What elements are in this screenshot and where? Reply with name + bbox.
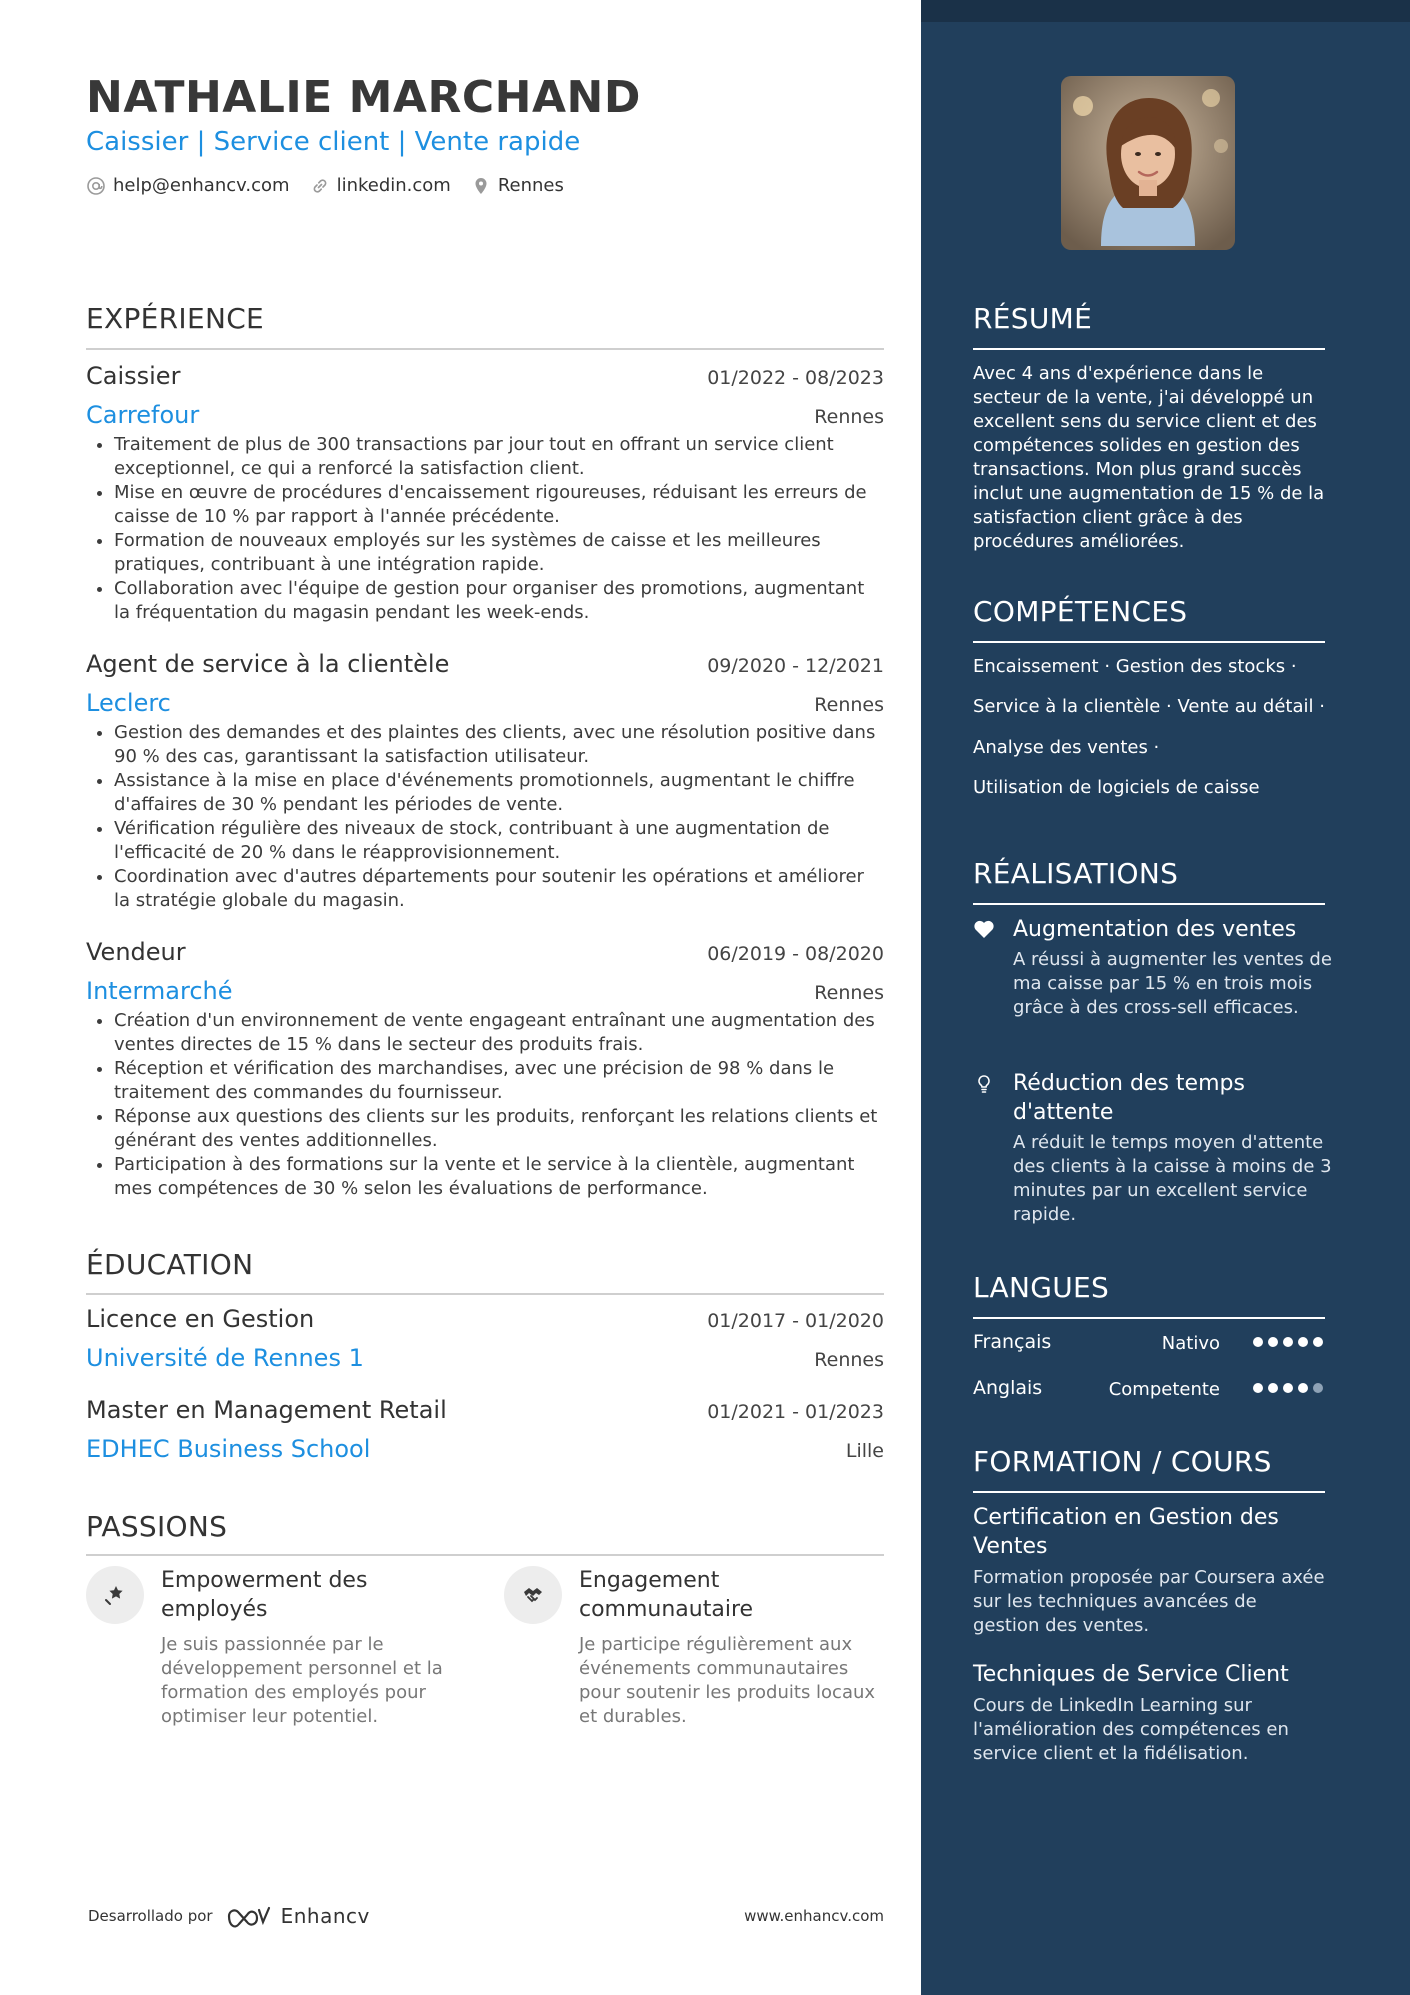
handshake-icon bbox=[520, 1582, 546, 1608]
education-degree: Licence en Gestion bbox=[86, 1305, 315, 1333]
education-entry bbox=[86, 1305, 884, 1372]
candidate-title: Caissier | Service client | Vente rapide bbox=[86, 127, 581, 157]
profile-photo bbox=[1061, 76, 1235, 250]
course-description: Cours de LinkedIn Learning sur l'amélioration des compétences en service client et la fidélisation. bbox=[973, 1695, 1289, 1764]
job-bullets bbox=[86, 721, 884, 913]
job-location: Rennes bbox=[814, 406, 884, 428]
rating-dot bbox=[1283, 1383, 1293, 1393]
language-rating bbox=[1248, 1337, 1323, 1347]
sidebar-top-band bbox=[921, 0, 1410, 22]
courses-divider bbox=[973, 1491, 1325, 1493]
courses-heading: FORMATION / COURS bbox=[973, 1445, 1272, 1478]
job-bullets bbox=[86, 433, 884, 625]
job-dates: 01/2022 - 08/2023 bbox=[707, 367, 884, 389]
sidebar bbox=[921, 0, 1410, 1995]
rating-dot bbox=[1253, 1337, 1263, 1347]
job-company: Leclerc bbox=[86, 689, 171, 717]
contact-email[interactable] bbox=[86, 175, 290, 196]
job-entry bbox=[86, 362, 884, 625]
course-item bbox=[973, 1660, 1325, 1766]
passion-icon-wrap bbox=[86, 1566, 144, 1624]
job-role: Vendeur bbox=[86, 938, 186, 966]
course-title: Techniques de Service Client bbox=[973, 1662, 1289, 1687]
skills-divider bbox=[973, 641, 1325, 643]
job-company: Carrefour bbox=[86, 401, 200, 429]
job-bullet: • Traitement de plus de 300 transactions par jour tout en offrant un service client exceptionnel, ce qui a renforcé la satisfaction client. bbox=[114, 433, 884, 481]
job-bullet: • Réception et vérification des marchandises, avec une précision de 98 % dans le traitement des commandes du fournisseur. bbox=[114, 1057, 884, 1105]
rating-dot bbox=[1268, 1337, 1278, 1347]
link-icon bbox=[310, 176, 330, 196]
achievement-item bbox=[973, 915, 1333, 1020]
experience-heading: EXPÉRIENCE bbox=[86, 302, 265, 335]
skill-line: Service à la clientèle · Vente au détail · bbox=[973, 696, 1325, 717]
job-bullet: • Participation à des formations sur la vente et le service à la clientèle, augmentant mes compétences de 30 % selon les évaluations de performance. bbox=[114, 1153, 884, 1201]
achievements-heading: RÉALISATIONS bbox=[973, 857, 1179, 890]
language-rating bbox=[1248, 1383, 1323, 1393]
job-entry bbox=[86, 650, 884, 913]
summary-text: Avec 4 ans d'expérience dans le secteur de la vente, j'ai développé un excellent sens du service client et des compétences solides en gestion des transactions. Mon plus grand succès inclut une augmentation de 15 % de la satisfaction client grâce à des procédures améliorées. bbox=[973, 363, 1325, 552]
language-name: Anglais bbox=[973, 1377, 1043, 1399]
achievement-item bbox=[973, 1069, 1333, 1227]
skill-line: Analyse des ventes · bbox=[973, 737, 1160, 758]
rating-dot bbox=[1313, 1383, 1323, 1393]
contact-website[interactable] bbox=[310, 175, 451, 196]
job-dates: 06/2019 - 08/2020 bbox=[707, 943, 884, 965]
page-footer bbox=[88, 1904, 884, 1928]
education-degree: Master en Management Retail bbox=[86, 1396, 447, 1424]
job-role: Caissier bbox=[86, 362, 181, 390]
job-bullet: • Formation de nouveaux employés sur les systèmes de caisse et les meilleures pratiques, contribuant à une intégration rapide. bbox=[114, 529, 884, 577]
achievement-title: Augmentation des ventes bbox=[1013, 917, 1297, 942]
passion-title: Empowerment des employés bbox=[161, 1568, 368, 1622]
passion-item bbox=[504, 1566, 884, 1729]
summary-heading: RÉSUMÉ bbox=[973, 302, 1093, 335]
achievement-description: A réussi à augmenter les ventes de ma caisse par 15 % en trois mois grâce à des cross-sell efficaces. bbox=[1013, 949, 1332, 1018]
education-school: EDHEC Business School bbox=[86, 1435, 371, 1463]
job-bullet: • Création d'un environnement de vente engageant entraînant une augmentation des ventes directes de 15 % dans le secteur des produits frais. bbox=[114, 1009, 884, 1057]
job-bullet: • Réponse aux questions des clients sur les produits, renforçant les relations clients et générant des ventes additionnelles. bbox=[114, 1105, 884, 1153]
footer-powered-by: Desarrollado por bbox=[88, 1907, 213, 1925]
skill-line: Encaissement · Gestion des stocks · bbox=[973, 656, 1297, 677]
languages-divider bbox=[973, 1317, 1325, 1319]
job-bullets bbox=[86, 1009, 884, 1201]
language-name: Français bbox=[973, 1331, 1052, 1353]
language-row bbox=[973, 1377, 1325, 1407]
rating-dot bbox=[1298, 1337, 1308, 1347]
education-heading: ÉDUCATION bbox=[86, 1248, 254, 1281]
job-company: Intermarché bbox=[86, 977, 233, 1005]
rating-dot bbox=[1268, 1383, 1278, 1393]
contact-location bbox=[471, 175, 564, 196]
passions-heading: PASSIONS bbox=[86, 1510, 228, 1543]
job-bullet: • Gestion des demandes et des plaintes des clients, avec une résolution positive dans 90 % des cas, garantissant la satisfaction utilisateur. bbox=[114, 721, 884, 769]
job-bullet: • Mise en œuvre de procédures d'encaissement rigoureuses, réduisant les erreurs de caisse de 10 % par rapport à l'année précédente. bbox=[114, 481, 884, 529]
job-location: Rennes bbox=[814, 982, 884, 1004]
contact-email-text: help@enhancv.com bbox=[113, 175, 290, 196]
enhancv-logo-icon bbox=[225, 1904, 273, 1928]
star-hand-icon bbox=[102, 1582, 128, 1608]
passion-description: Je participe régulièrement aux événements communautaires pour soutenir les produits locaux et durables. bbox=[579, 1634, 876, 1727]
main-column bbox=[86, 0, 884, 1995]
education-entry bbox=[86, 1396, 884, 1463]
summary-divider bbox=[973, 348, 1325, 350]
job-entry bbox=[86, 938, 884, 1201]
education-location: Rennes bbox=[814, 1349, 884, 1371]
at-icon bbox=[86, 176, 106, 196]
footer-brand-name: Enhancv bbox=[280, 1904, 370, 1928]
passion-item bbox=[86, 1566, 466, 1729]
passion-icon-wrap bbox=[504, 1566, 562, 1624]
course-item bbox=[973, 1503, 1325, 1638]
contact-location-text: Rennes bbox=[497, 175, 564, 196]
achievements-divider bbox=[973, 903, 1325, 905]
passion-title: Engagement communautaire bbox=[579, 1568, 754, 1622]
footer-brand bbox=[88, 1904, 370, 1928]
contact-website-text: linkedin.com bbox=[336, 175, 451, 196]
education-divider bbox=[86, 1293, 884, 1295]
language-row bbox=[973, 1331, 1325, 1361]
education-school: Université de Rennes 1 bbox=[86, 1344, 364, 1372]
job-dates: 09/2020 - 12/2021 bbox=[707, 655, 884, 677]
job-role: Agent de service à la clientèle bbox=[86, 650, 450, 678]
passions-divider bbox=[86, 1554, 884, 1556]
skills-heading: COMPÉTENCES bbox=[973, 595, 1188, 628]
education-dates: 01/2017 - 01/2020 bbox=[707, 1310, 884, 1332]
rating-dot bbox=[1283, 1337, 1293, 1347]
job-bullet: • Assistance à la mise en place d'événements promotionnels, augmentant le chiffre d'affaires de 30 % pendant les périodes de vente. bbox=[114, 769, 884, 817]
education-location: Lille bbox=[845, 1440, 884, 1462]
rating-dot bbox=[1253, 1383, 1263, 1393]
profile-photo-image bbox=[1061, 76, 1235, 250]
candidate-name: NATHALIE MARCHAND bbox=[86, 72, 641, 123]
rating-dot bbox=[1298, 1383, 1308, 1393]
job-bullet: • Coordination avec d'autres départements pour soutenir les opérations et améliorer la stratégie globale du magasin. bbox=[114, 865, 884, 913]
lightbulb-icon bbox=[973, 1073, 995, 1095]
location-pin-icon bbox=[471, 176, 491, 196]
skill-line: Utilisation de logiciels de caisse bbox=[973, 777, 1260, 798]
job-bullet: • Vérification régulière des niveaux de stock, contribuant à une augmentation de l'efficacité de 20 % dans le réapprovisionnement. bbox=[114, 817, 884, 865]
course-description: Formation proposée par Coursera axée sur les techniques avancées de gestion des ventes. bbox=[973, 1567, 1325, 1636]
footer-url[interactable]: www.enhancv.com bbox=[744, 1907, 884, 1925]
education-dates: 01/2021 - 01/2023 bbox=[707, 1401, 884, 1423]
rating-dot bbox=[1313, 1337, 1323, 1347]
achievement-title: Réduction des temps d'attente bbox=[1013, 1071, 1245, 1125]
achievement-description: A réduit le temps moyen d'attente des clients à la caisse à moins de 3 minutes par un excellent service rapide. bbox=[1013, 1132, 1332, 1225]
language-level: Nativo bbox=[1161, 1333, 1220, 1354]
job-location: Rennes bbox=[814, 694, 884, 716]
job-bullet: • Collaboration avec l'équipe de gestion pour organiser des promotions, augmentant la fréquentation du magasin pendant les week-ends. bbox=[114, 577, 884, 625]
contact-bar bbox=[86, 175, 584, 196]
passion-description: Je suis passionnée par le développement personnel et la formation des employés pour optimiser leur potentiel. bbox=[161, 1634, 443, 1727]
experience-divider bbox=[86, 348, 884, 350]
languages-heading: LANGUES bbox=[973, 1271, 1110, 1304]
course-title: Certification en Gestion des Ventes bbox=[973, 1505, 1279, 1559]
heart-icon bbox=[973, 919, 995, 939]
language-level: Competente bbox=[1108, 1379, 1220, 1400]
